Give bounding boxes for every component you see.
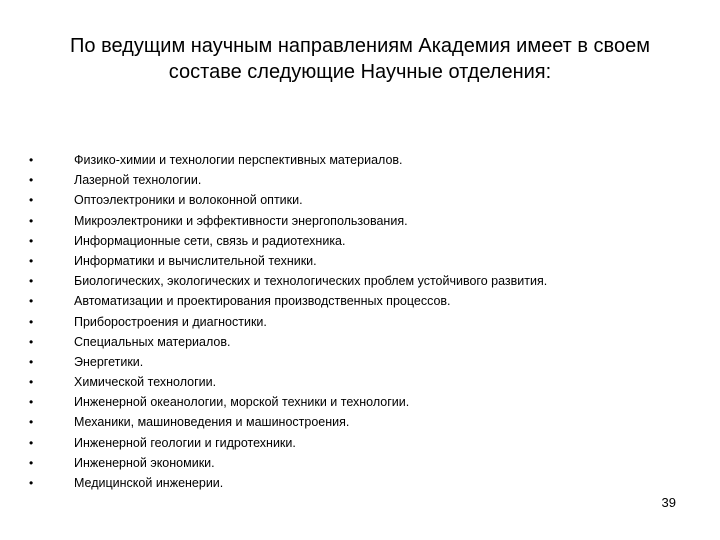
page-number: 39 [661, 495, 676, 510]
list-item-text: Инженерной экономики. [74, 455, 215, 470]
list-item [0, 271, 720, 291]
bullet-icon: • [29, 314, 34, 329]
list-item [0, 150, 720, 170]
list-item-text: Механики, машиноведения и машиностроения. [74, 415, 350, 430]
list-item-text: Микроэлектроники и эффективности энергопользования. [74, 213, 408, 228]
bullet-icon: • [29, 253, 34, 268]
list-item-text: Инженерной геологии и гидротехники. [74, 435, 296, 450]
bullet-icon: • [29, 213, 34, 228]
bullet-icon: • [29, 354, 34, 369]
list-item [0, 453, 720, 473]
list-item-text: Информатики и вычислительной техники. [74, 253, 317, 268]
list-item-text: Инженерной океанологии, морской техники и технологии. [74, 395, 410, 410]
list-item [0, 170, 720, 190]
list-item-text: Энергетики. [74, 354, 144, 369]
list-item-text: Биологических, экологических и технологических проблем устойчивого развития. [74, 274, 548, 289]
list-item-text: Информационные сети, связь и радиотехника. [74, 233, 346, 248]
bullet-icon: • [29, 435, 34, 450]
bullet-icon: • [29, 395, 34, 410]
bullet-icon: • [29, 233, 34, 248]
list-item [0, 211, 720, 231]
bullet-icon: • [29, 294, 34, 309]
list-item-text: Лазерной технологии. [74, 173, 202, 188]
bullet-icon: • [29, 334, 34, 349]
bullet-icon: • [29, 455, 34, 470]
list-item-text: Специальных материалов. [74, 334, 231, 349]
department-list [0, 150, 720, 493]
slide-title [40, 33, 680, 85]
list-item [0, 372, 720, 392]
title-line-1: По ведущим научным направлениям Академия имеет в своем [70, 35, 650, 57]
list-item-text: Оптоэлектроники и волоконной оптики. [74, 193, 303, 208]
list-item [0, 312, 720, 332]
bullet-icon: • [29, 153, 34, 167]
list-item [0, 231, 720, 251]
bullet-icon: • [29, 193, 34, 208]
list-item [0, 392, 720, 412]
list-item [0, 251, 720, 271]
title-line-2: составе следующие Научные отделения: [168, 61, 552, 83]
bullet-icon: • [29, 415, 34, 430]
list-item [0, 352, 720, 372]
list-item-text: Химической технологии. [74, 375, 217, 390]
bullet-icon: • [29, 274, 34, 289]
list-item [0, 473, 720, 493]
list-item-text: Приборостроения и диагностики. [74, 314, 267, 329]
list-item [0, 291, 720, 311]
list-item [0, 412, 720, 432]
list-item-text: Автоматизации и проектирования производственных процессов. [74, 294, 451, 309]
list-item [0, 433, 720, 453]
list-item [0, 190, 720, 210]
bullet-icon: • [29, 375, 34, 390]
bullet-icon: • [29, 476, 34, 490]
list-item-text: Медицинской инженерии. [74, 476, 224, 490]
bullet-icon: • [29, 173, 34, 188]
list-item [0, 332, 720, 352]
list-item-text: Физико-химии и технологии перспективных материалов. [74, 153, 403, 167]
